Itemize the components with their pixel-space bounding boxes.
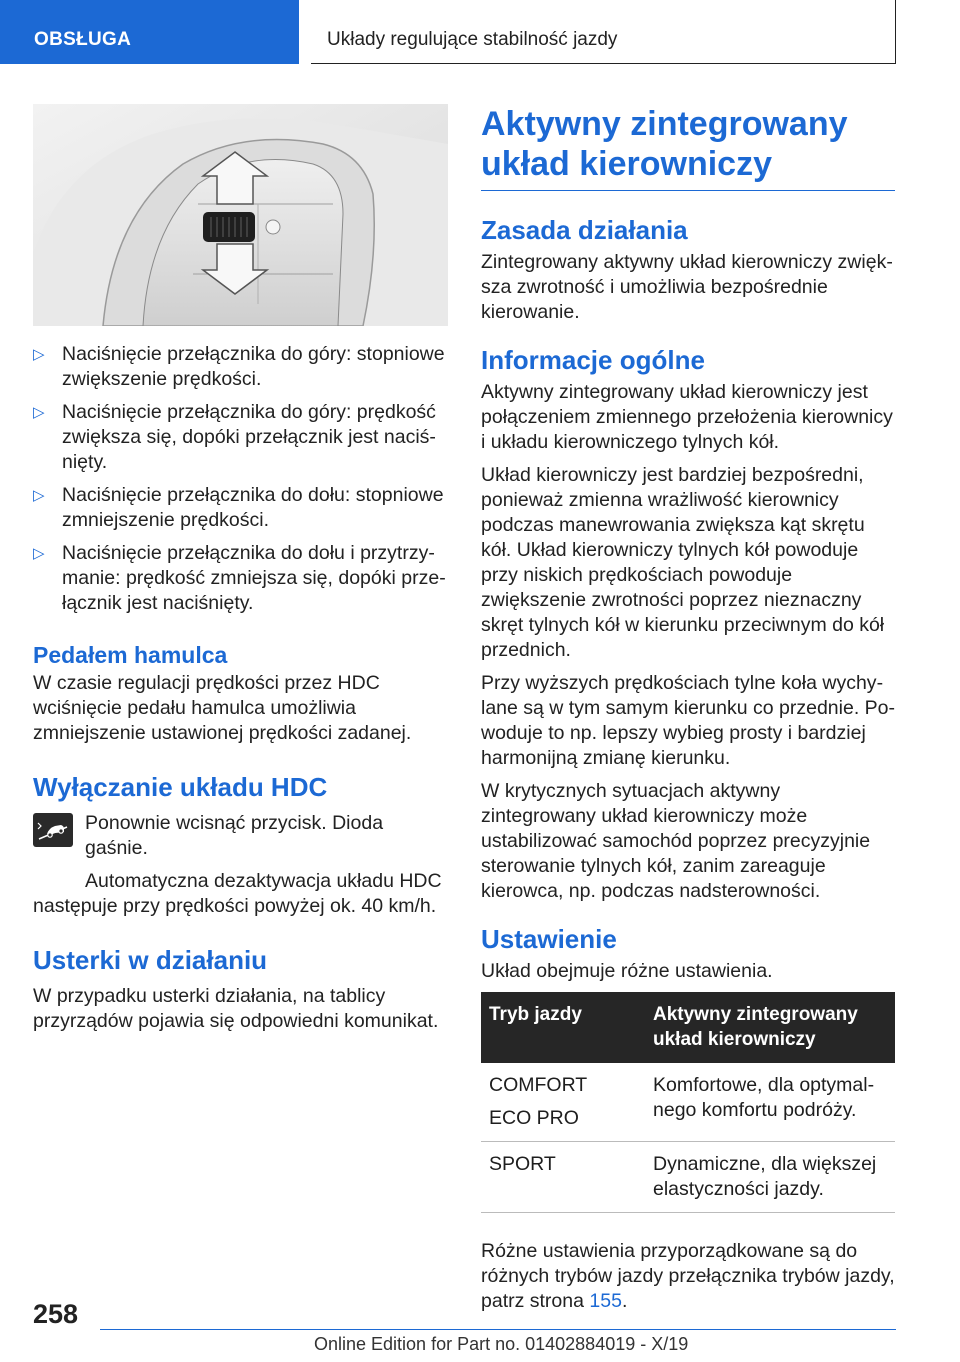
brake-heading: Pedałem hamulca [33,642,228,668]
list-item: ▷ Naciśnięcie przełącznika do góry: prędkość zwiększa się, dopóki przełącznik jest naciśnięty. [33,401,436,473]
section-tab [0,0,299,64]
page-title: Aktywny zintegrowany układ kierowniczy [481,105,848,183]
description-cell: Komfortowe, dla optymalnego komfortu podróży. [645,1063,895,1142]
edition-footer: Online Edition for Part no. 01402884019 - X/19 [314,1334,689,1354]
mode-eco-pro: ECO PRO [489,1107,579,1129]
hill-descent-control-icon [33,813,73,847]
fault-heading: Usterki w działaniu [33,945,268,975]
closing-paragraph: Różne ustawienia przyporządkowane są do różnych trybów jazdy przełącznika trybów jazdy, patrz strona 155. [481,1240,895,1312]
table-row [481,1142,895,1213]
page-number: 258 [33,1299,79,1329]
steering-wheel-switch-icon [33,104,448,326]
title-block [481,104,895,191]
column-header-steering: Aktywny zintegrowany układ kierowniczy [645,992,895,1063]
principle-heading: Zasada działania [481,215,688,245]
triangle-right-icon: ▷ [33,487,45,504]
mode-cell [481,1063,645,1142]
chapter-title: Układy regulujące stabilność jazdy [327,29,618,50]
list-item: ▷ Naciśnięcie przełącznika do góry: stopniowe zwiększenie prędkości. [33,343,445,390]
mode-comfort: COMFORT [489,1074,588,1096]
hdc-off-instruction: Ponownie wcisnąć przycisk. Dioda gaśnie. [85,812,384,859]
hdc-off-row [33,811,448,861]
column-header-mode: Tryb jazdy [481,992,645,1063]
section-label: OBSŁUGA [34,29,132,50]
list-item: ▷ Naciśnięcie przełącznika do dołu: stopniowe zmniejszenie prędkości. [33,484,444,531]
hdc-auto-off-paragraph: Automatyczna dezaktywacja układu HDC następuje przy prędkości powyżej ok. 40 km/h. [33,870,442,917]
steering-wheel-switch-illustration [33,104,448,326]
table-header-row [481,992,895,1063]
driving-mode-table [481,992,895,1213]
general-paragraph-2: Układ kierowniczy jest bardziej bezpośredni, ponieważ zmienna wrażliwość kierownicy podczas manewrowania zwiększa kąt skrętu kół. Układ kierowniczy tylnych kół powoduje przy niskich prędkościach powoduje zwiększenie zwrotności poprzez nieznaczny skręt tylnych kół w kierunku przeciwnym do kół przednich. [481,464,885,661]
switch-actions-list [33,342,448,616]
brake-paragraph: W czasie regulacji prędkości przez HDC wciśnięcie pedału hamulca umożliwia zmniejszenie ustawionej prędkości zadanej. [33,672,412,744]
fault-paragraph: W przypadku usterki działania, na tablicy przyrządów pojawia się odpowiedni komunikat. [33,985,439,1032]
footer-divider [100,1329,896,1330]
page-reference-link[interactable]: 155 [589,1290,622,1312]
right-column [481,104,895,1322]
general-paragraph-4: W krytycznych sytuacjach aktywny zintegrowany układ kierowniczy może ustabilizować samochód poprzez precyzyjnie sterowanie tylnych kół, zanim zareaguje kierowca, np. podczas nadsterowności. [481,780,871,902]
principle-paragraph: Zintegrowany aktywny układ kierowniczy zwiększa zwrotność i umożliwia bezpośrednie kierowanie. [481,251,893,323]
general-paragraph-1: Aktywny zintegrowany układ kierowniczy jest połączeniem zmiennego przełożenia kierownicy i układu kierowniczego tylnych kół. [481,381,893,453]
chapter-header [311,0,896,64]
triangle-right-icon: ▷ [33,404,45,421]
mode-sport: SPORT [489,1153,556,1175]
left-column [33,104,448,1042]
table-row [481,1063,895,1142]
setting-heading: Ustawienie [481,924,617,954]
mode-cell [481,1142,645,1213]
list-item: ▷ Naciśnięcie przełącznika do dołu i przytrzymanie: prędkość zmniejsza się, dopóki przełącznik jest naciśnięty. [33,542,446,614]
general-paragraph-3: Przy wyższych prędkościach tylne koła wychylane są w tym samym kierunku co przednie. Powoduje to np. lepszy wybieg prosty i bardziej harmonijną zmianę kierunku. [481,672,896,769]
setting-intro: Układ obejmuje różne ustawienia. [481,960,773,982]
general-heading: Informacje ogólne [481,345,705,375]
triangle-right-icon: ▷ [33,545,45,562]
hdc-off-heading: Wyłączanie układu HDC [33,772,328,802]
description-cell: Dynamiczne, dla większej elastyczności jazdy. [645,1142,895,1213]
triangle-right-icon: ▷ [33,346,45,363]
